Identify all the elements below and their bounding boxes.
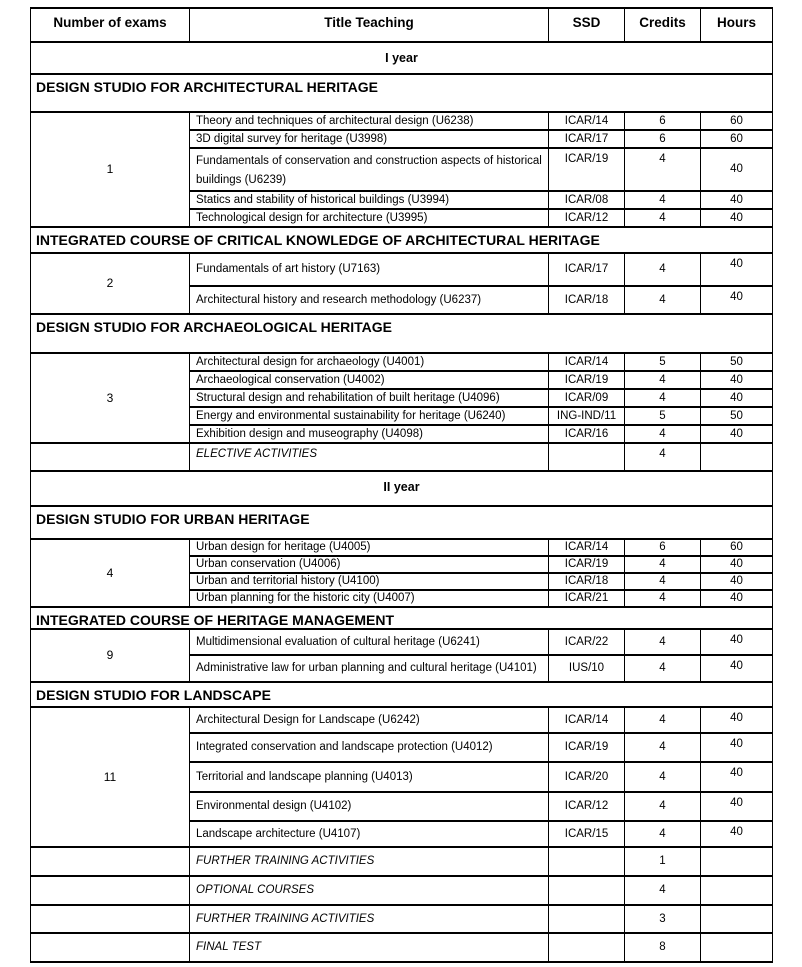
credits-cell: 4 [625,148,701,191]
course-title-cell: Theory and techniques of architectural design (U6238) [190,112,549,130]
hours-cell: 40 [701,556,773,573]
ssd-cell: ICAR/14 [549,707,625,733]
hours-cell: 40 [701,821,773,847]
credits-cell: 5 [625,353,701,371]
hours-cell: 40 [701,209,773,227]
course-title-cell: Urban design for heritage (U4005) [190,539,549,556]
credits-cell: 4 [625,209,701,227]
credits-cell: 4 [625,733,701,762]
exam-count-cell: 4 [31,539,190,607]
course-row [31,353,773,371]
ssd-cell: ICAR/22 [549,629,625,655]
course-title-cell: Integrated conservation and landscape protection (U4012) [190,733,549,762]
hours-cell: 40 [701,425,773,443]
ssd-cell [549,905,625,933]
hours-cell: 40 [701,707,773,733]
course-title-cell: 3D digital survey for heritage (U3998) [190,130,549,148]
credits-cell: 4 [625,371,701,389]
exam-count-cell [31,905,190,933]
hours-cell: 50 [701,407,773,425]
course-title-cell: Archaeological conservation (U4002) [190,371,549,389]
hours-cell [701,443,773,471]
hours-cell: 40 [701,253,773,286]
ssd-cell: ICAR/18 [549,286,625,314]
exam-count-cell: 3 [31,353,190,443]
credits-cell: 4 [625,707,701,733]
course-title-cell: Statics and stability of historical buildings (U3994) [190,191,549,209]
hours-cell: 40 [701,590,773,607]
ssd-cell: ICAR/19 [549,733,625,762]
course-title-cell: Architectural Design for Landscape (U6242) [190,707,549,733]
course-title-cell: Urban conservation (U4006) [190,556,549,573]
course-row [31,707,773,733]
hours-cell: 40 [701,286,773,314]
hours-cell [701,847,773,876]
further-training-row-2 [31,905,773,933]
hours-cell: 60 [701,539,773,556]
course-row [31,539,773,556]
section-heading-label: DESIGN STUDIO FOR ARCHAEOLOGICAL HERITAGE [31,314,773,353]
section-heading-heritage-management [31,607,773,629]
ssd-cell: ICAR/12 [549,792,625,821]
ssd-cell: IUS/10 [549,655,625,682]
course-title-cell: Environmental design (U4102) [190,792,549,821]
credits-cell: 4 [625,792,701,821]
ssd-cell: ICAR/14 [549,353,625,371]
ssd-cell [549,933,625,962]
ssd-cell: ICAR/19 [549,556,625,573]
hours-cell: 40 [701,733,773,762]
exam-count-cell [31,847,190,876]
header-number-of-exams: Number of exams [31,8,190,42]
course-title-cell: Fundamentals of conservation and construction aspects of historical buildings (U6239) [190,148,549,191]
hours-cell [701,876,773,905]
course-title-cell: ELECTIVE ACTIVITIES [190,443,549,471]
hours-cell: 40 [701,762,773,792]
header-row [31,8,773,42]
course-title-cell: Urban planning for the historic city (U4007) [190,590,549,607]
course-title-cell: Exhibition design and museography (U4098) [190,425,549,443]
credits-cell: 4 [625,191,701,209]
hours-cell: 60 [701,112,773,130]
course-row [31,112,773,130]
exam-count-cell [31,443,190,471]
course-title-cell: Energy and environmental sustainability for heritage (U6240) [190,407,549,425]
hours-cell: 40 [701,148,773,191]
credits-cell: 4 [625,876,701,905]
exam-count-cell [31,933,190,962]
ssd-cell: ICAR/14 [549,539,625,556]
credits-cell: 4 [625,655,701,682]
credits-cell: 5 [625,407,701,425]
course-title-cell: FURTHER TRAINING ACTIVITIES [190,905,549,933]
exam-count-cell: 1 [31,112,190,227]
ssd-cell [549,876,625,905]
hours-cell: 60 [701,130,773,148]
credits-cell: 6 [625,130,701,148]
credits-cell: 6 [625,112,701,130]
final-test-row [31,933,773,962]
course-title-cell: OPTIONAL COURSES [190,876,549,905]
year-2-row [31,471,773,506]
optional-courses-row [31,876,773,905]
credits-cell: 1 [625,847,701,876]
credits-cell: 4 [625,629,701,655]
exam-count-cell [31,876,190,905]
credits-cell: 4 [625,556,701,573]
credits-cell: 4 [625,573,701,590]
course-row [31,253,773,286]
ssd-cell [549,443,625,471]
ssd-cell: ICAR/09 [549,389,625,407]
section-heading-architectural-heritage [31,74,773,112]
course-title-cell: Fundamentals of art history (U7163) [190,253,549,286]
credits-cell: 6 [625,539,701,556]
hours-cell: 50 [701,353,773,371]
exam-count-cell: 11 [31,707,190,847]
section-heading-label: DESIGN STUDIO FOR URBAN HERITAGE [31,506,773,539]
credits-cell: 4 [625,821,701,847]
course-title-cell: FINAL TEST [190,933,549,962]
ssd-cell [549,847,625,876]
course-title-cell: Urban and territorial history (U4100) [190,573,549,590]
ssd-cell: ICAR/08 [549,191,625,209]
hours-cell: 40 [701,191,773,209]
ssd-cell: ICAR/21 [549,590,625,607]
course-title-cell: Administrative law for urban planning and cultural heritage (U4101) [190,655,549,682]
hours-cell: 40 [701,655,773,682]
exam-count-cell: 2 [31,253,190,314]
credits-cell: 4 [625,443,701,471]
hours-cell [701,905,773,933]
header-hours: Hours [701,8,773,42]
credits-cell: 8 [625,933,701,962]
course-title-cell: Structural design and rehabilitation of built heritage (U4096) [190,389,549,407]
ssd-cell: ICAR/17 [549,130,625,148]
section-heading-label: DESIGN STUDIO FOR LANDSCAPE [31,682,773,707]
ssd-cell: ICAR/19 [549,371,625,389]
hours-cell: 40 [701,371,773,389]
course-title-cell: Territorial and landscape planning (U4013) [190,762,549,792]
ssd-cell: ICAR/14 [549,112,625,130]
credits-cell: 4 [625,590,701,607]
ssd-cell: ICAR/19 [549,148,625,191]
header-credits: Credits [625,8,701,42]
section-heading-urban-heritage [31,506,773,539]
ssd-cell: ICAR/12 [549,209,625,227]
header-ssd: SSD [549,8,625,42]
hours-cell: 40 [701,629,773,655]
credits-cell: 3 [625,905,701,933]
credits-cell: 4 [625,286,701,314]
header-title-teaching: Title Teaching [190,8,549,42]
hours-cell: 40 [701,573,773,590]
year-2-label: II year [31,471,773,506]
ssd-cell: ICAR/20 [549,762,625,792]
credits-cell: 4 [625,425,701,443]
credits-cell: 4 [625,253,701,286]
elective-activities-row [31,443,773,471]
hours-cell: 40 [701,389,773,407]
hours-cell [701,933,773,962]
credits-cell: 4 [625,389,701,407]
ssd-cell: ICAR/18 [549,573,625,590]
section-heading-label: INTEGRATED COURSE OF CRITICAL KNOWLEDGE OF ARCHITECTURAL HERITAGE [31,227,773,253]
course-title-cell: Architectural history and research methodology (U6237) [190,286,549,314]
section-heading-label: DESIGN STUDIO FOR ARCHITECTURAL HERITAGE [31,74,773,112]
year-1-label: I year [31,42,773,74]
course-curriculum-table [30,7,773,963]
ssd-cell: ICAR/17 [549,253,625,286]
course-title-cell: Technological design for architecture (U3995) [190,209,549,227]
ssd-cell: ICAR/16 [549,425,625,443]
exam-count-cell: 9 [31,629,190,682]
year-1-row [31,42,773,74]
section-heading-critical-knowledge [31,227,773,253]
ssd-cell: ING-IND/11 [549,407,625,425]
course-title-cell: FURTHER TRAINING ACTIVITIES [190,847,549,876]
course-title-cell: Multidimensional evaluation of cultural heritage (U6241) [190,629,549,655]
course-title-cell: Architectural design for archaeology (U4001) [190,353,549,371]
ssd-cell: ICAR/15 [549,821,625,847]
section-heading-label: INTEGRATED COURSE OF HERITAGE MANAGEMENT [31,607,773,629]
section-heading-archaeological-heritage [31,314,773,353]
further-training-row-1 [31,847,773,876]
section-heading-landscape [31,682,773,707]
course-title-cell: Landscape architecture (U4107) [190,821,549,847]
hours-cell: 40 [701,792,773,821]
course-row [31,629,773,655]
credits-cell: 4 [625,762,701,792]
